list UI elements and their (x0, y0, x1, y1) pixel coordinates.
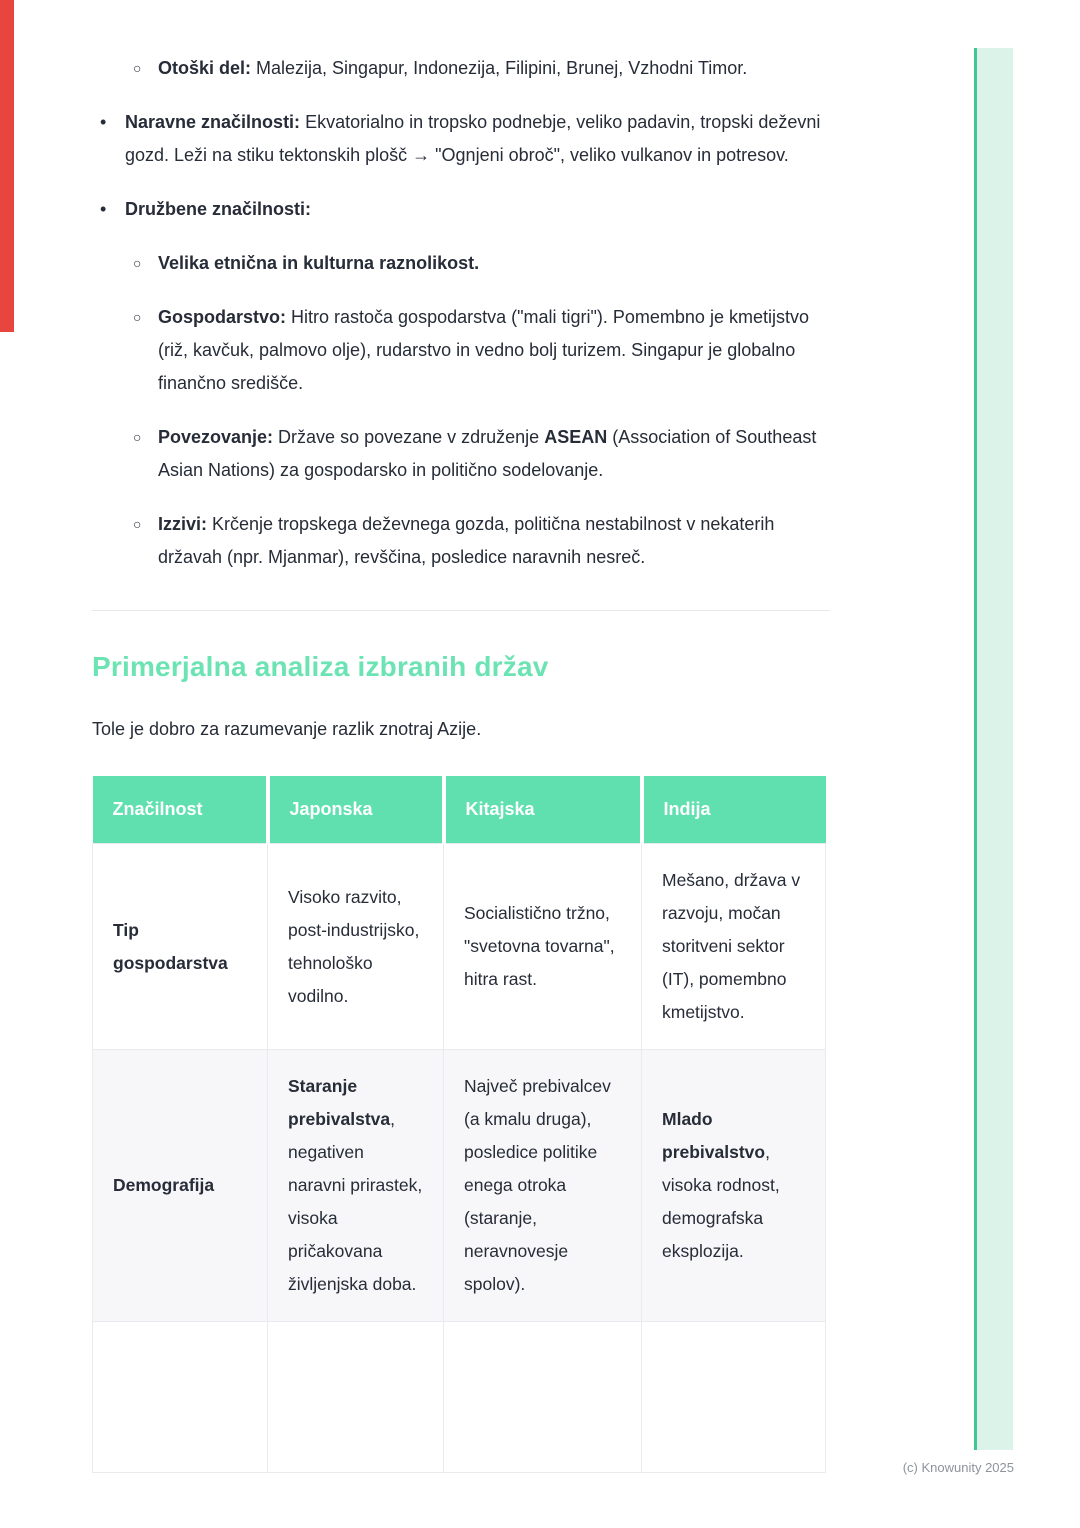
bullet-disc-icon: • (100, 112, 107, 132)
list-item (92, 421, 830, 487)
column-header: Japonska (268, 776, 444, 844)
column-header: Kitajska (444, 776, 642, 844)
section-heading: Primerjalna analiza izbranih držav (92, 651, 549, 682)
table-body (93, 844, 826, 1473)
list-item (92, 193, 830, 226)
list-item-text (158, 52, 830, 85)
list-item (92, 106, 830, 172)
table-cell (444, 844, 642, 1050)
bold-text: Družbene značilnosti: (125, 199, 312, 219)
text: Socialistično tržno, "svetovna tovarna", hitra rast. (464, 903, 615, 989)
column-header: Značilnost (93, 776, 268, 844)
table-cell (642, 844, 826, 1050)
text: Krčenje tropskega deževnega gozda, politična nestabilnost v nekaterih državah (npr. Mjanmar), revščina, posledice naravnih nesreč. (158, 514, 775, 567)
section-intro: Tole je dobro za razumevanje razlik znotraj Azije. (92, 719, 482, 739)
bold-text: Staranje prebivalstva (288, 1076, 391, 1129)
bold-text: Mlado prebivalstvo (662, 1109, 766, 1162)
text: , negativen naravni prirastek, visoka pričakovana življenjska doba. (288, 1109, 423, 1294)
bullet-circle-icon: ○ (133, 255, 142, 271)
text: Malezija, Singapur, Indonezija, Filipini, Brunej, Vzhodni Timor. (251, 58, 748, 78)
column-header: Indija (642, 776, 826, 844)
table-cell (444, 1322, 642, 1473)
list-item (92, 301, 830, 400)
text: Mešano, država v razvoju, močan storitveni sektor (IT), pomembno kmetijstvo. (662, 870, 801, 1022)
bold-text: Naravne značilnosti: (125, 112, 301, 132)
text: Države so povezane v združenje (273, 427, 545, 447)
section-divider (92, 610, 830, 611)
table-row (93, 844, 826, 1050)
row-header-cell (93, 1322, 268, 1473)
table-row (93, 1322, 826, 1473)
table-cell (642, 1322, 826, 1473)
list-item-text (158, 508, 830, 574)
document-content (92, 0, 830, 1473)
list-item (92, 508, 830, 574)
text: Visoko razvito, post-industrijsko, tehnološko vodilno. (288, 886, 420, 1006)
text: , visoka rodnost, demografska eksplozija. (662, 1142, 780, 1261)
table-row (93, 1050, 826, 1322)
bold-text: Izzivi: (158, 514, 208, 534)
row-header-cell: Demografija (93, 1050, 268, 1322)
mint-side-bar (974, 48, 1013, 1450)
copyright-note: (c) Knowunity 2025 (902, 1460, 1014, 1475)
red-accent-bar (0, 0, 14, 332)
bullet-disc-icon: • (100, 199, 107, 219)
text: Ekvatorialno in tropsko podnebje, veliko padavin, tropski deževni gozd. Leži na stiku tektonskih plošč → "Ognjeni obroč", veliko vulkanov in potresov. (125, 112, 821, 165)
notes-list (92, 0, 830, 574)
table-cell (268, 1050, 444, 1322)
table-cell (268, 1322, 444, 1473)
bold-text: Velika etnična in kulturna raznolikost. (158, 253, 480, 273)
bullet-circle-icon: ○ (133, 516, 142, 532)
bullet-circle-icon: ○ (133, 309, 142, 325)
bold-text: ASEAN (544, 427, 608, 447)
bold-text: Gospodarstvo: (158, 307, 287, 327)
list-item-text (158, 421, 830, 487)
comparison-table (92, 776, 826, 1473)
list-item-text (158, 301, 830, 400)
table-cell (268, 844, 444, 1050)
text: Hitro rastoča gospodarstva ("mali tigri"). Pomembno je kmetijstvo (riž, kavčuk, palmovo olje), rudarstvo in vedno bolj turizem. Singapur je globalno finančno središče. (158, 307, 809, 393)
table-cell (444, 1050, 642, 1322)
text: Največ prebivalcev (a kmalu druga), posledice politike enega otroka (staranje, neravnovesje spolov). (464, 1076, 611, 1294)
list-item (92, 247, 830, 280)
list-item-text (125, 193, 830, 226)
bullet-circle-icon: ○ (133, 60, 142, 76)
text: (Association of Southeast Asian Nations) za gospodarsko in politično sodelovanje. (158, 427, 817, 480)
list-item-text (125, 106, 830, 172)
list-item-text (158, 247, 830, 280)
table-header-row (93, 776, 826, 844)
bold-text: Povezovanje: (158, 427, 274, 447)
table-cell (642, 1050, 826, 1322)
bold-text: Otoški del: (158, 58, 252, 78)
table-head (93, 776, 826, 844)
list-item (92, 52, 830, 85)
row-header-cell: Tip gospodarstva (93, 844, 268, 1050)
bullet-circle-icon: ○ (133, 429, 142, 445)
